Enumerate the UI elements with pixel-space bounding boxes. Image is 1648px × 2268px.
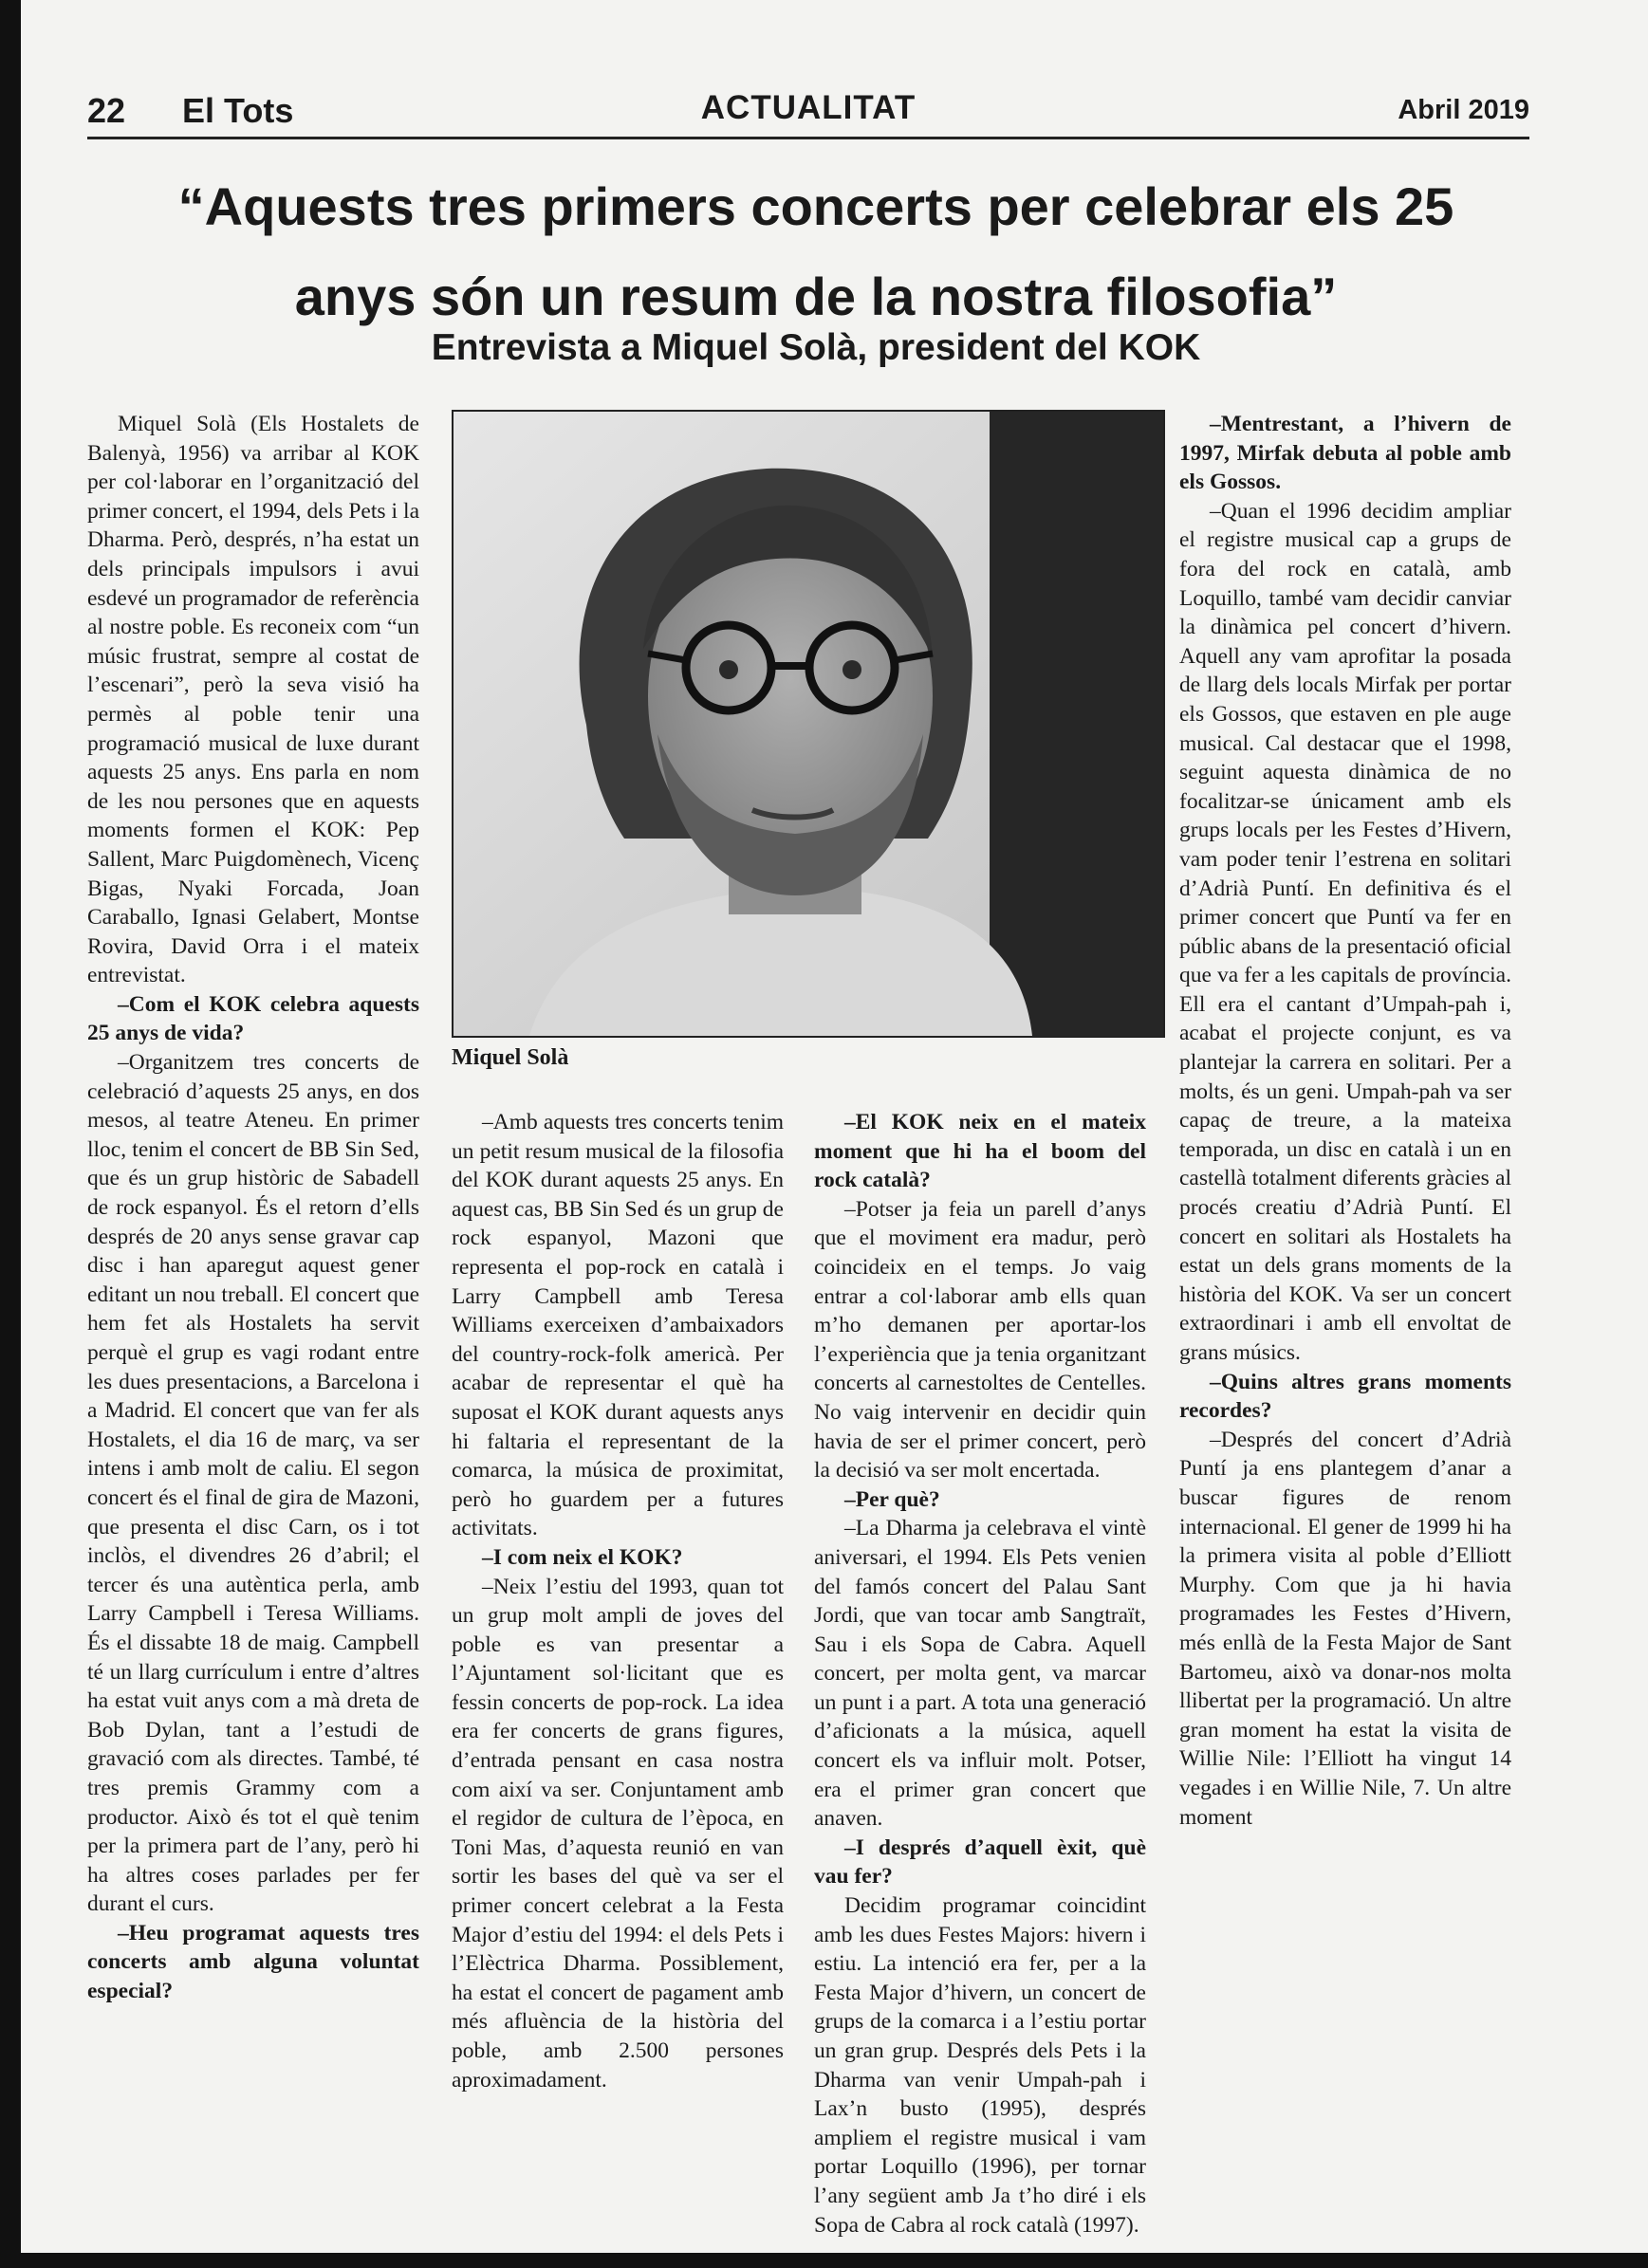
article-intro: Miquel Solà (Els Hostalets de Balenyà, 1956) va arribar al KOK per col·laborar en l’organització del primer concert, el 1994, dels Pets i la Dharma. Però, després, n’ha estat un dels principals impulsors i avui esdevé un programador de referència al nostre poble. Es reconeix com “un músic frustrat, sempre al costat de l’escenari”, però la seva visió ha permès al poble tenir una programació musical de luxe durant aquests 25 anys. Ens parla en nom de les nou persones que en aquests moments formen el KOK: Pep Sallent, Marc Puigdomènech, Vicenç Bigas, Nyaki Forcada, Joan Caraballo, Ignasi Gelabert, Montse Rovira, David Orra i el mateix entrevistat. [87, 412, 419, 988]
answer-7: –Quan el 1996 decidim ampliar el registre musical cap a grups de fora del rock en català, amb Loquillo, també vam decidir canviar la dinàmica pel concert d’hivern. Aquell any vam aprofitar la posada de llarg dels locals Mirfak per portar els Gossos, que estaven en ple auge musical. Cal destacar que el 1998, seguint aquesta dinàmica de no focalitzar-se únicament amb els grups locals per les Festes d’Hivern, vam poder tenir l’estrena en solitari d’Adrià Puntí. En definitiva és el primer concert que Puntí va fer en públic abans de la presentació oficial que va fer a les capitals de província. Ell era el cantant d’Umpah-pah i, acabat el projecte conjunt, es va plantejar la carrera en solitari. Per a molts, és un geni. Umpah-pah va ser capaç de treure, a la mateixa temporada, un disc en català i un en castellà totalment diferents gràcies al procés creatiu d’Adrià Puntí. El concert en solitari als Hostalets ha estat un dels grans moments de la història del KOK. Va ser un concert extraordinari i amb ell envoltat de grans músics. [1179, 498, 1511, 1365]
text-column-1 [87, 410, 419, 2182]
question-7: –Mentrestant, a l’hivern de 1997, Mirfak debuta al poble amb els Gossos. [1179, 412, 1511, 495]
issue-date: Abril 2019 [1398, 95, 1529, 125]
text-column-4 [1179, 410, 1511, 2182]
text-column-3 [814, 1108, 1146, 2238]
question-1: –Com el KOK celebra aquests 25 anys de vida? [87, 991, 419, 1046]
portrait-photo-image [454, 412, 1163, 1036]
page-header [87, 87, 1529, 139]
portrait-photo [452, 410, 1165, 1038]
article-subtitle: Entrevista a Miquel Solà, president del KOK [431, 327, 1201, 368]
answer-3: –Neix l’estiu del 1993, quan tot un grup molt ampli de joves del poble es van presentar a l’Ajuntament sol·licitant que es fessin concerts de pop-rock. La idea era fer concerts de grans figures, d’entrada pensant en casa nostra com així va ser. Conjuntament amb el regidor de cultura de l’època, en Toni Mas, d’aquesta reunió en van sortir les bases del què va ser el primer concert celebrat a la Festa Major d’estiu del 1994: el dels Pets i l’Elèctrica Dharma. Possiblement, ha estat el concert de pagament amb més afluència de la història del poble, amb 2.500 persones aproximadament. [452, 1574, 784, 2093]
question-5: –Per què? [844, 1486, 940, 1512]
question-3: –I com neix el KOK? [482, 1544, 683, 1570]
photo-caption: Miquel Solà [452, 1045, 569, 1070]
article-title: “Aquests tres primers concerts per celebrar els 25 anys són un resum de la nostra filosofia” [177, 176, 1454, 326]
page-number: 22 [87, 91, 126, 130]
text-column-2 [452, 1108, 784, 2182]
scan-border-left [0, 0, 21, 2268]
answer-1: –Organitzem tres concerts de celebració d’aquests 25 anys, en dos mesos, al teatre Ateneu. En primer lloc, tenim el concert de BB Sin Sed, que és un grup històric de Sabadell de rock espanyol. És el retorn d’ells després de 20 anys sense gravar cap disc i han aparegut aquest gener editant un nou treball. El concert que hem fet als Hostalets ha servit perquè el grup es vagi rodant entre les dues presentacions, a Barcelona i a Madrid. El concert que van fer als Hostalets, el dia 16 de març, va ser intens i amb molt de caliu. El segon concert és el final de gira de Mazoni, que presenta el disc Carn, os i tot inclòs, el divendres 26 d’abril; el tercer és una autèntica perla, amb Larry Campbell i Teresa Williams. És el dissabte 18 de maig. Campbell té un llarg currículum i entre d’altres ha estat vuit anys com a mà dreta de Bob Dylan, tant a l’estudi de gravació com als directes. També, té tres premis Grammy com a productor. Això és tot el què tenim per la primera part de l’any, però hi ha altres coses parlades per fer durant el curs. [87, 1050, 419, 1917]
section-label: ACTUALITAT [700, 89, 917, 126]
answer-4: –Potser ja feia un parell d’anys que el moviment era madur, però coincideix en el temps. Jo vaig entrar a col·laborar amb ells quan m’ho demanen per aportar-los l’experiència que ja tenia organitzant concerts al carnestoltes de Centelles. No vaig intervenir en decidir quin havia de ser el primer concert, però la decisió va ser molt encertada. [814, 1196, 1146, 1484]
publication-name: El Tots [182, 91, 294, 130]
scan-border-bottom [0, 2253, 1648, 2268]
answer-6: Decidim programar coincidint amb les dues Festes Majors: hivern i estiu. La intenció era fer, per a la Festa Major d’hivern, un concert de grups de la comarca i a l’estiu portar un gran grup. Després dels Pets i la Dharma van venir Umpah-pah i Lax’n busto (1995), després ampliem el registre musical i vam portar Loquillo (1996), per tornar l’any següent amb Ja t’ho diré i els Sopa de Cabra al rock català (1997). [814, 1893, 1146, 2238]
question-8: –Quins altres grans moments recordes? [1179, 1369, 1511, 1424]
question-2: –Heu programat aquests tres concerts amb alguna voluntat especial? [87, 1920, 419, 2004]
question-4: –El KOK neix en el mateix moment que hi ha el boom del rock català? [814, 1110, 1146, 1193]
answer-8: –Després del concert d’Adrià Puntí ja ens plantegem d’anar a buscar figures de renom internacional. El gener de 1999 hi ha la primera visita al poble d’Elliott Murphy. Com que ja hi havia programades les Festes d’Hivern, més enllà de la Festa Major de Sant Bartomeu, això va donar-nos molta llibertat per la programació. Un altre gran moment ha estat la visita de Willie Nile: l’Elliott ha vingut 14 vegades i en Willie Nile, 7. Un altre moment [1179, 1427, 1511, 1830]
question-6: –I després d’aquell èxit, què vau fer? [814, 1835, 1146, 1890]
answer-5: –La Dharma ja celebrava el vintè aniversari, el 1994. Els Pets venien del famós concert del Palau Sant Jordi, que van tocar amb Sangtraït, Sau i els Sopa de Cabra. Aquell concert, per molta gent, va marcar un punt i a part. A tota una generació d’aficionats a la música, aquell concert els va influir molt. Potser, era el primer gran concert que anaven. [814, 1516, 1146, 1832]
answer-2: –Amb aquests tres concerts tenim un petit resum musical de la filosofia del KOK durant aquests 25 anys. En aquest cas, BB Sin Sed és un grup de rock espanyol, Mazoni que representa el pop-rock en català i Larry Campbell amb Teresa Williams exerceixen d’ambaixadors del country-rock-folk americà. Per acabar de representar el què ha suposat el KOK durant aquests anys hi faltaria el representant de la comarca, la música de proximitat, però ho guardem per a futures activitats. [452, 1110, 784, 1541]
